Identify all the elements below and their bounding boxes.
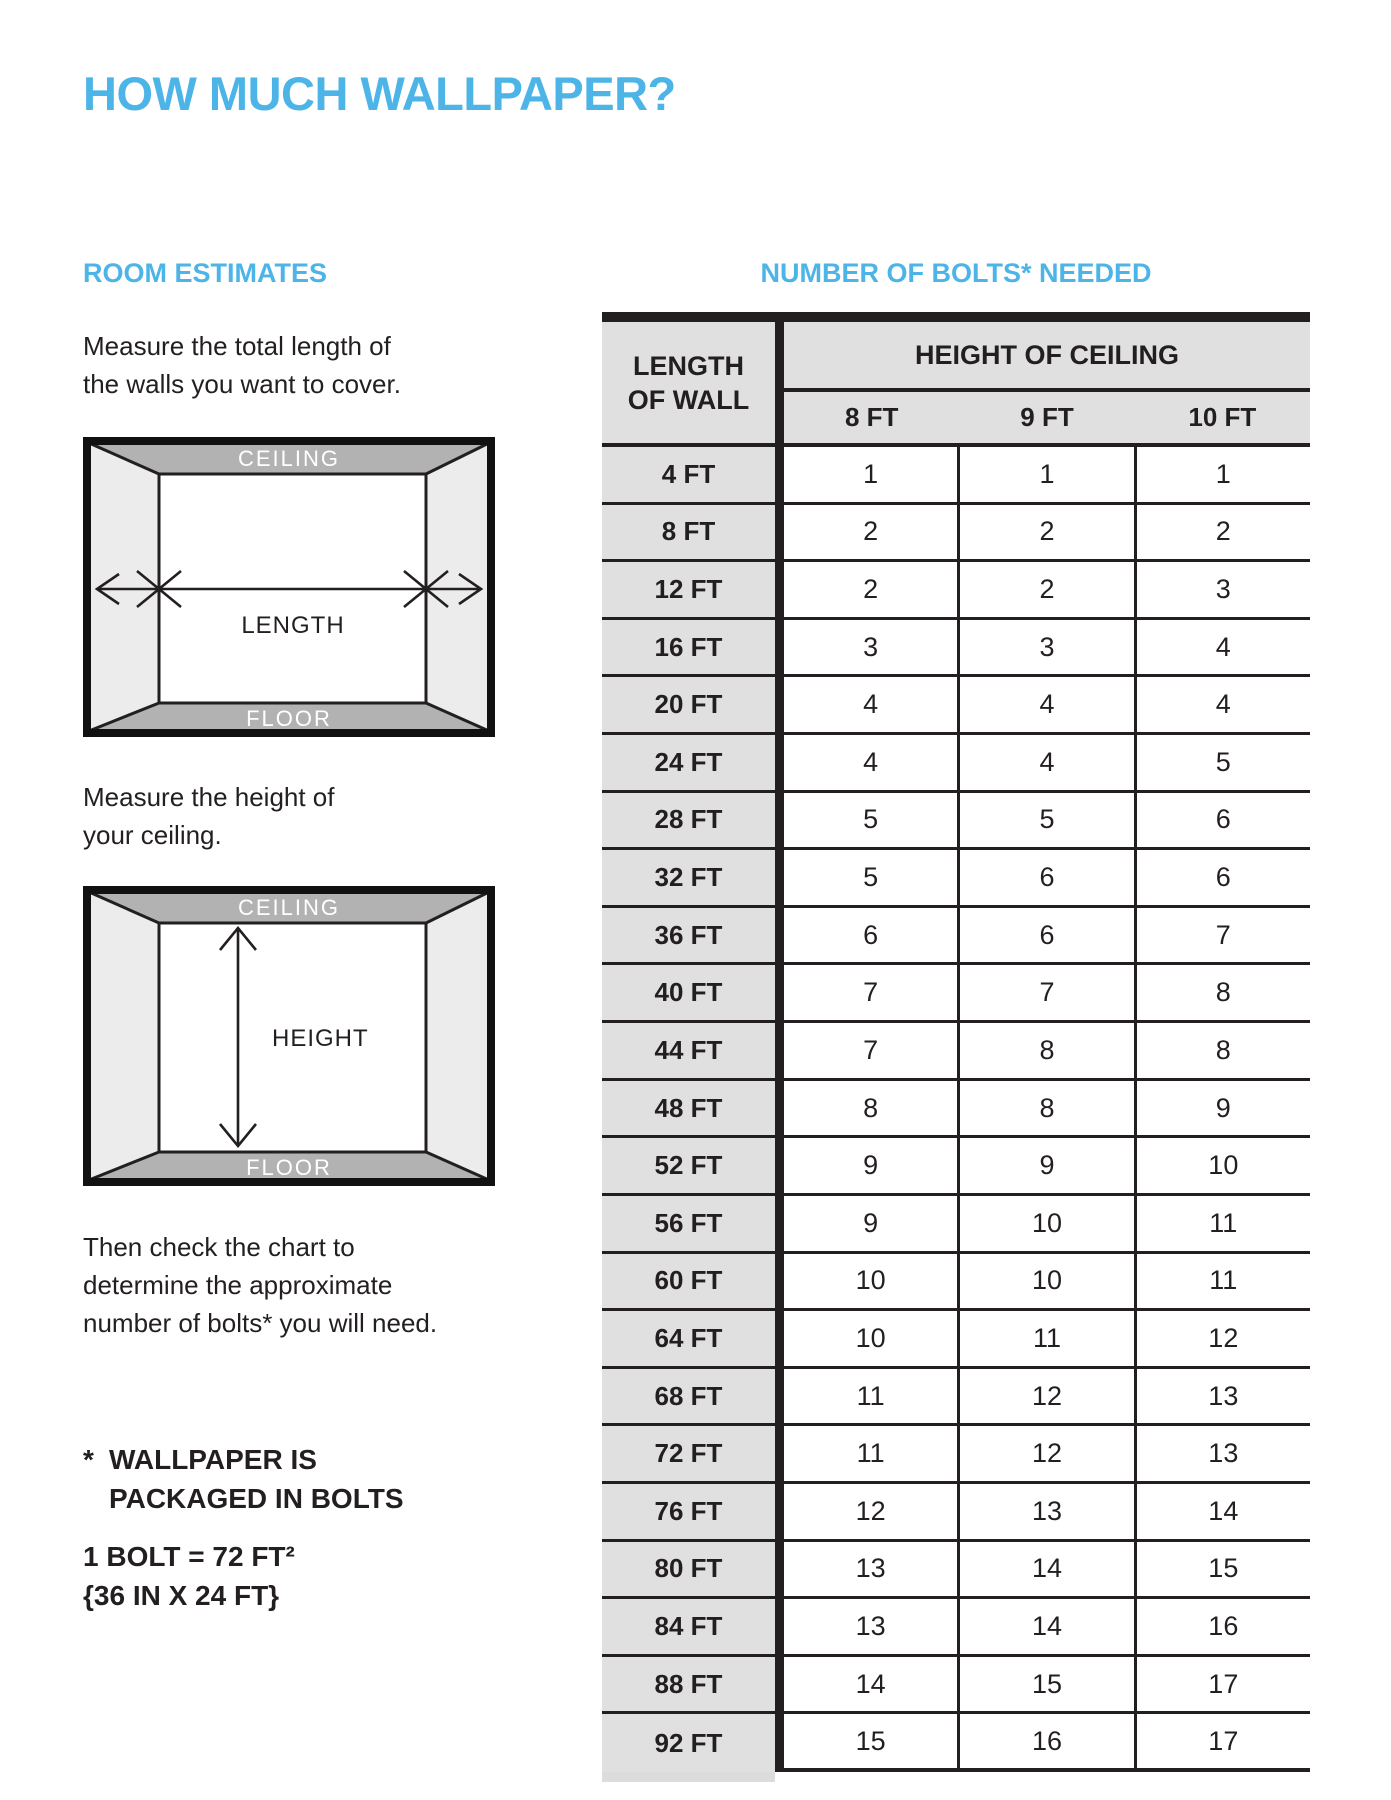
table-row	[784, 735, 1310, 793]
bolt-count-cell: 6	[957, 908, 1133, 963]
table-row	[784, 908, 1310, 966]
bolt-count-cell: 13	[855, 1610, 886, 1641]
wall-length-cell: 32 FT	[602, 850, 775, 908]
bolt-count-cell: 15	[1134, 1542, 1310, 1597]
bolt-count-cell: 5	[863, 862, 879, 893]
bolt-count-cell: 13	[855, 1553, 886, 1584]
bolt-count-cell: 5	[863, 804, 879, 835]
instruction-line: number of bolts* you will need.	[83, 1308, 438, 1338]
asterisk: *	[83, 1444, 94, 1475]
bolt-count-cell: 16	[957, 1714, 1133, 1768]
wall-length-cell: 36 FT	[602, 908, 775, 966]
table-row	[784, 1196, 1310, 1254]
bolt-count-cell: 11	[856, 1438, 885, 1469]
table-row	[784, 1254, 1310, 1312]
ceiling-height-columns	[775, 322, 1310, 1772]
bolt-count-cell: 4	[863, 746, 879, 777]
ceiling-height-subheaders	[784, 392, 1310, 447]
bolts-needed-heading: NUMBER OF BOLTS* NEEDED	[760, 258, 1152, 288]
column-header-8ft: 8 FT	[844, 402, 899, 432]
table-row	[784, 1369, 1310, 1427]
bolt-count-cell: 11	[1134, 1196, 1310, 1251]
bolt-count-cell: 7	[863, 977, 879, 1008]
wall-length-cell: 88 FT	[602, 1657, 775, 1715]
table-row	[784, 965, 1310, 1023]
bolt-count-cell: 13	[1134, 1426, 1310, 1481]
bolt-count-cell: 8	[957, 1023, 1133, 1078]
table-row	[784, 850, 1310, 908]
bolt-count-cell: 3	[863, 631, 879, 662]
wall-length-cell: 76 FT	[602, 1484, 775, 1542]
table-row	[784, 1657, 1310, 1715]
floor-label: FLOOR	[246, 706, 332, 731]
bolt-count-cell: 14	[957, 1599, 1133, 1654]
table-row	[784, 505, 1310, 563]
bolt-count-cell: 2	[957, 562, 1133, 617]
bolt-count-cell: 9	[957, 1138, 1133, 1193]
bolt-count-cell: 9	[863, 1207, 879, 1238]
wall-length-cell: 40 FT	[602, 965, 775, 1023]
wall-length-header-line: OF WALL	[627, 384, 750, 415]
check-chart-instruction	[83, 1228, 437, 1342]
right-wall-surface	[426, 892, 489, 1180]
bolt-count-cell: 6	[1134, 850, 1310, 905]
floor-label: FLOOR	[246, 1155, 332, 1180]
wall-length-cell: 60 FT	[602, 1254, 775, 1312]
wall-length-cell: 44 FT	[602, 1023, 775, 1081]
bolt-count-cell: 7	[863, 1034, 879, 1065]
wall-length-column	[602, 322, 775, 1782]
footnote-line: WALLPAPER IS	[109, 1444, 317, 1475]
instruction-line: your ceiling.	[83, 820, 222, 850]
bolt-equation: 1 BOLT = 72 FT²	[83, 1541, 295, 1572]
table-row	[784, 1138, 1310, 1196]
footnote-line: PACKAGED IN BOLTS	[109, 1483, 404, 1514]
table-row	[784, 793, 1310, 851]
wall-length-cell: 12 FT	[602, 562, 775, 620]
bolt-count-cell: 17	[1134, 1657, 1310, 1712]
height-label: HEIGHT	[272, 1025, 369, 1052]
bolt-count-cell: 12	[855, 1495, 886, 1526]
bolt-count-cell: 5	[957, 793, 1133, 848]
measure-height-instruction	[83, 778, 335, 854]
bolt-count-cell: 17	[1134, 1714, 1310, 1768]
ceiling-label: CEILING	[237, 895, 341, 920]
bolt-count-cell: 10	[1134, 1138, 1310, 1193]
table-row	[784, 1023, 1310, 1081]
bolt-count-cell: 11	[957, 1311, 1133, 1366]
bolt-count-cell: 7	[957, 965, 1133, 1020]
table-row	[784, 1081, 1310, 1139]
wall-length-cell: 64 FT	[602, 1311, 775, 1369]
column-header-10ft: 10 FT	[1188, 402, 1257, 432]
bolt-count-cell: 1	[1134, 447, 1310, 502]
wall-length-cell: 20 FT	[602, 677, 775, 735]
bolt-count-cell: 7	[1134, 908, 1310, 963]
wall-length-header	[602, 322, 775, 447]
table-row	[784, 1714, 1310, 1772]
bolt-count-cell: 13	[1134, 1369, 1310, 1424]
bolt-count-cell: 4	[957, 735, 1133, 790]
wall-length-cell: 52 FT	[602, 1138, 775, 1196]
wall-length-cells	[602, 447, 775, 1772]
room-diagram-height	[83, 886, 495, 1186]
bolt-definition	[83, 1537, 295, 1615]
measure-length-instruction	[83, 327, 401, 403]
bolts-table	[602, 312, 1310, 1782]
wall-length-cell: 4 FT	[602, 447, 775, 505]
bolt-count-cell: 14	[957, 1542, 1133, 1597]
table-row	[784, 1426, 1310, 1484]
bolt-count-cell: 4	[1134, 677, 1310, 732]
page-title: HOW MUCH WALLPAPER?	[83, 67, 676, 120]
bolt-count-cell: 2	[863, 516, 879, 547]
bolt-count-cell: 3	[1134, 562, 1310, 617]
bolt-count-cell: 15	[957, 1657, 1133, 1712]
instruction-line: Measure the height of	[83, 782, 335, 812]
wall-length-cell: 24 FT	[602, 735, 775, 793]
wall-length-cell: 48 FT	[602, 1081, 775, 1139]
column-header-9ft: 9 FT	[1020, 402, 1074, 432]
bolt-dimensions: {36 IN X 24 FT}	[83, 1580, 280, 1611]
bolt-count-cell: 10	[855, 1265, 886, 1296]
bolt-count-cell: 10	[855, 1322, 886, 1353]
bolt-count-cell: 12	[957, 1369, 1133, 1424]
bolt-count-cell: 9	[1134, 1081, 1310, 1136]
bolt-count-cell: 1	[863, 458, 879, 489]
wall-length-cell: 28 FT	[602, 793, 775, 851]
ceiling-label: CEILING	[237, 446, 341, 471]
bolt-count-cell: 11	[1134, 1254, 1310, 1309]
bolt-count-cell: 6	[863, 919, 879, 950]
table-row	[784, 447, 1310, 505]
bolt-count-cell: 3	[957, 620, 1133, 675]
wall-length-cell: 16 FT	[602, 620, 775, 678]
wall-length-cell: 92 FT	[654, 1727, 723, 1758]
table-row	[784, 1311, 1310, 1369]
wall-length-cell: 80 FT	[602, 1542, 775, 1600]
table-row	[784, 562, 1310, 620]
table-row	[784, 1599, 1310, 1657]
bolt-count-cell: 8	[957, 1081, 1133, 1136]
room-diagram-length	[83, 437, 495, 737]
bolt-count-cell: 2	[957, 505, 1133, 560]
wall-length-cell: 68 FT	[602, 1369, 775, 1427]
bolt-count-cell: 2	[863, 574, 879, 605]
instruction-line: Then check the chart to	[83, 1232, 355, 1262]
bolt-count-cell: 11	[856, 1380, 885, 1411]
ceiling-height-group-header: HEIGHT OF CEILING	[784, 322, 1310, 392]
instruction-line: the walls you want to cover.	[83, 369, 401, 399]
table-row	[784, 1484, 1310, 1542]
wall-length-cell: 72 FT	[602, 1426, 775, 1484]
bolt-count-cell: 14	[855, 1668, 886, 1699]
bolt-value-rows	[784, 447, 1310, 1772]
table-row	[784, 677, 1310, 735]
bolt-count-cell: 6	[1134, 793, 1310, 848]
left-wall-surface	[89, 892, 159, 1180]
instruction-line: Measure the total length of	[83, 331, 391, 361]
length-label: LENGTH	[241, 612, 345, 639]
bolt-count-cell: 13	[957, 1484, 1133, 1539]
wall-length-cell: 8 FT	[602, 505, 775, 563]
wall-length-cell: 56 FT	[602, 1196, 775, 1254]
bolt-count-cell: 15	[855, 1725, 886, 1756]
bolt-count-cell: 14	[1134, 1484, 1310, 1539]
table-row	[784, 1542, 1310, 1600]
wall-length-cell: 84 FT	[602, 1599, 775, 1657]
instruction-line: determine the approximate	[83, 1270, 393, 1300]
bolt-count-cell: 8	[1134, 1023, 1310, 1078]
bolt-count-cell: 4	[1134, 620, 1310, 675]
table-row	[784, 620, 1310, 678]
bolt-count-cell: 6	[957, 850, 1133, 905]
bolt-count-cell: 16	[1134, 1599, 1310, 1654]
bolts-footnote	[83, 1440, 404, 1518]
bolt-count-cell: 10	[957, 1254, 1133, 1309]
room-estimates-heading: ROOM ESTIMATES	[83, 258, 328, 288]
bolt-count-cell: 12	[1134, 1311, 1310, 1366]
bolt-count-cell: 10	[957, 1196, 1133, 1251]
bolt-count-cell: 2	[1134, 505, 1310, 560]
bolt-count-cell: 1	[957, 447, 1133, 502]
bolt-count-cell: 4	[957, 677, 1133, 732]
bolt-count-cell: 5	[1134, 735, 1310, 790]
bolt-count-cell: 9	[863, 1150, 879, 1181]
table-top-border	[602, 312, 1310, 322]
bolt-count-cell: 8	[1134, 965, 1310, 1020]
label-column-foot	[602, 1772, 775, 1782]
wall-length-header-line: LENGTH	[633, 350, 744, 381]
bolt-count-cell: 4	[863, 689, 879, 720]
bolt-count-cell: 8	[863, 1092, 879, 1123]
bolt-count-cell: 12	[957, 1426, 1133, 1481]
